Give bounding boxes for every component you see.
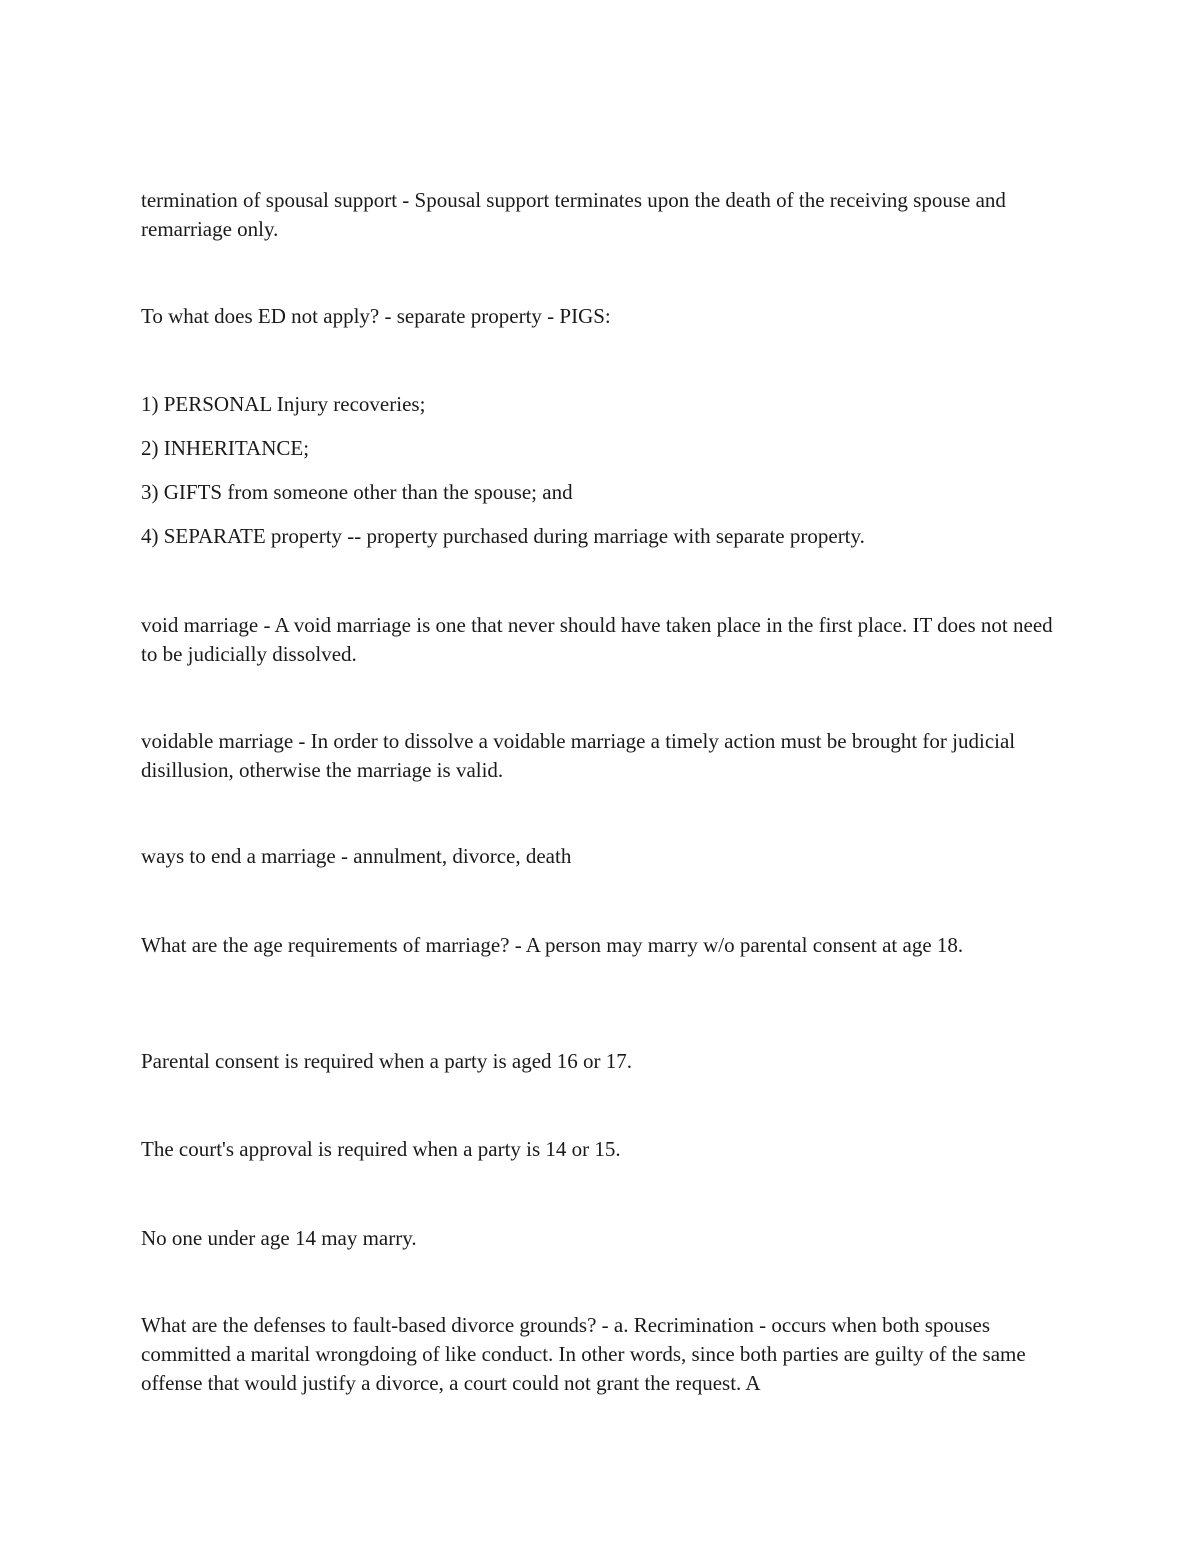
- paragraph-void-marriage: void marriage - A void marriage is one that never should have taken place in the first place. IT does not need to be judicially dissolved.: [141, 613, 1053, 666]
- paragraph-fault-based-defenses: What are the defenses to fault-based divorce grounds? - a. Recrimination - occurs when both spouses committed a marital wrongdoing of like conduct. In other words, since both parties are guilty of the same offense that would justify a divorce, a court could not grant the request. A: [141, 1313, 1026, 1395]
- list-item-personal-injury: 1) PERSONAL Injury recoveries;: [141, 392, 426, 416]
- paragraph-voidable-marriage: voidable marriage - In order to dissolve a voidable marriage a timely action must be brought for judicial disillusion, otherwise the marriage is valid.: [141, 729, 1016, 782]
- paragraph-under-age-14: No one under age 14 may marry.: [141, 1226, 417, 1250]
- paragraph-ed-not-apply: To what does ED not apply? - separate property - PIGS:: [141, 304, 611, 328]
- list-item-separate-property: 4) SEPARATE property -- property purchased during marriage with separate property.: [141, 524, 865, 548]
- list-item-gifts: 3) GIFTS from someone other than the spouse; and: [141, 480, 573, 504]
- paragraph-spousal-support-termination: termination of spousal support - Spousal support terminates upon the death of the receiving spouse and remarriage only.: [141, 188, 1006, 241]
- paragraph-court-approval: The court's approval is required when a party is 14 or 15.: [141, 1137, 621, 1161]
- paragraph-parental-consent: Parental consent is required when a party is aged 16 or 17.: [141, 1049, 633, 1073]
- paragraph-ways-to-end-marriage: ways to end a marriage - annulment, divorce, death: [141, 844, 572, 868]
- list-item-inheritance: 2) INHERITANCE;: [141, 436, 310, 460]
- paragraph-age-requirements: What are the age requirements of marriage? - A person may marry w/o parental consent at age 18.: [141, 933, 964, 957]
